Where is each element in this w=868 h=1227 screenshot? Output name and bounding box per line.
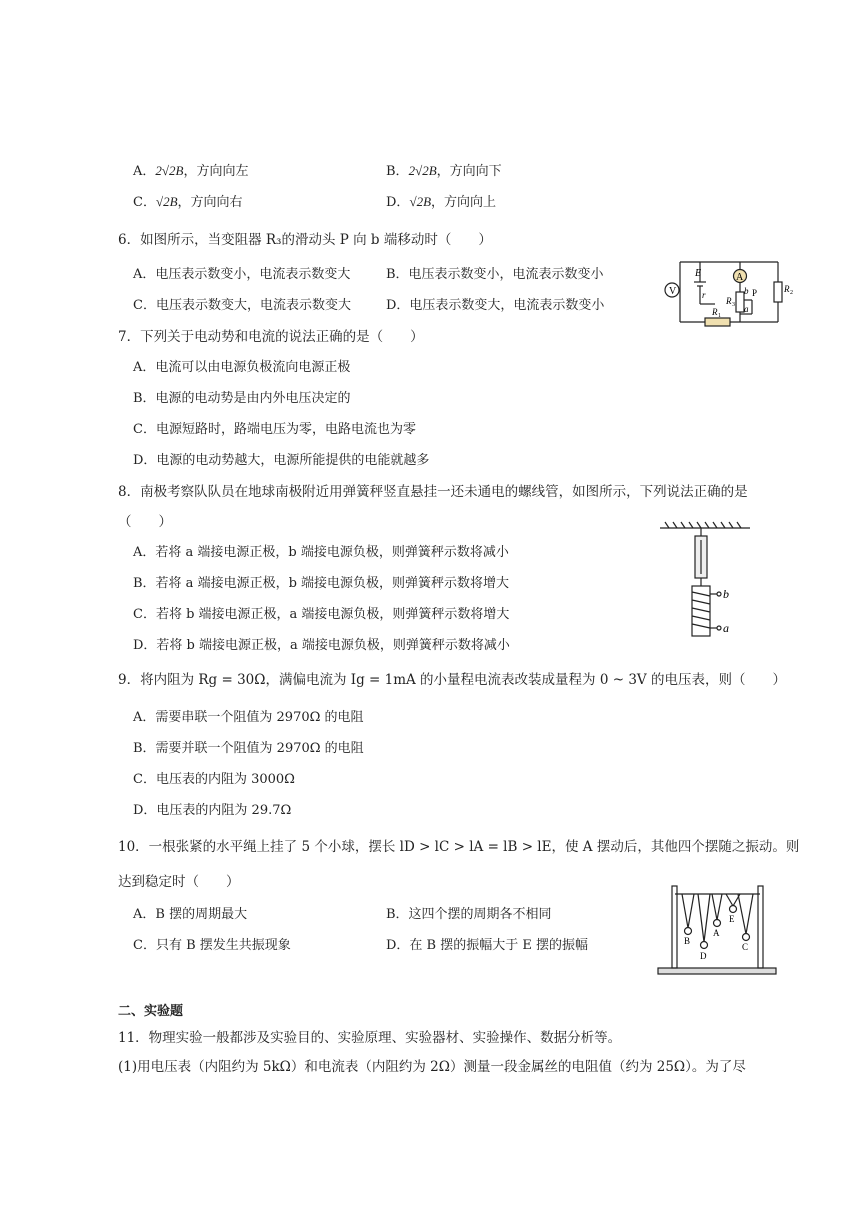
q5-option-d: D．√2B，方向向上 <box>386 194 497 210</box>
r3-label: R <box>726 296 732 306</box>
q9-option-c: C．电压表的内阻为 3000Ω <box>133 772 295 787</box>
voltmeter-label: V <box>669 286 677 297</box>
q9-option-b: B．需要并联一个阻值为 2970Ω 的电阻 <box>133 741 364 756</box>
q5-option-c-expr: √2B <box>155 194 178 209</box>
slider-a-label: a <box>744 304 749 314</box>
q6-stem: 6．如图所示，当变阻器 R₃的滑动头 P 向 b 端移动时（ ） <box>118 232 492 248</box>
q8-option-c: C．若将 b 端接电源正极，a 端接电源负极，则弹簧秤示数将增大 <box>133 607 510 622</box>
q10-option-a: A．B 摆的周期最大 <box>133 907 248 922</box>
pendulum-d-label: D <box>700 951 707 961</box>
q8-solenoid-diagram <box>655 518 755 643</box>
q8-option-a: A．若将 a 端接电源正极，b 端接电源负极，则弹簧秤示数将减小 <box>133 545 509 560</box>
q5-option-c: C．√2B，方向向右 <box>133 194 243 210</box>
q5-option-a-expr: 2√2B <box>155 163 184 178</box>
q11-part1: (1)用电压表（内阻约为 5kΩ）和电流表（内阻约为 2Ω）测量一段金属丝的电阻值（约为 25Ω）。为了尽 <box>118 1059 746 1075</box>
slider-b-label: b <box>744 286 749 296</box>
q5-option-b-expr: 2√2B <box>408 163 437 178</box>
q10-stem: 10．一根张紧的水平绳上挂了 5 个小球，摆长 lD > lC > lA = lB > lE，使 A 摆动后，其他四个摆随之振动。则 <box>118 839 800 855</box>
r3-sub: 3 <box>732 302 735 308</box>
pendulum-a-label: A <box>713 928 720 938</box>
q11-stem: 11．物理实验一般都涉及实验目的、实验原理、实验器材、实验操作、数据分析等。 <box>118 1030 622 1046</box>
q7-option-a: A．电流可以由电源负极流向电源正极 <box>133 360 351 375</box>
r1-sub: 1 <box>718 313 721 319</box>
pendulum-c-label: C <box>742 942 749 952</box>
q6-circuit-diagram <box>660 252 800 332</box>
section-title-experiments: 二、实验题 <box>118 1004 184 1019</box>
q5-option-d-expr: √2B <box>409 194 432 209</box>
slider-p-label: P <box>752 288 758 298</box>
q7-option-c: C．电源短路时，路端电压为零，电路电流也为零 <box>133 422 416 437</box>
q6-option-a: A．电压表示数变小，电流表示数变大 <box>133 267 351 282</box>
q5-option-b: B．2√2B，方向向下 <box>386 163 502 179</box>
ammeter-label: A <box>736 272 744 283</box>
q9-option-d: D．电压表的内阻为 29.7Ω <box>133 803 292 818</box>
r2-label: R <box>784 284 790 294</box>
emf-label: E <box>695 268 702 279</box>
q10-option-d: D．在 B 摆的振幅大于 E 摆的振幅 <box>386 938 588 953</box>
internal-r-label: r <box>702 290 706 300</box>
q10-pendulum-diagram <box>656 882 778 978</box>
q8-option-d: D．若将 b 端接电源正极，a 端接电源负极，则弹簧秤示数将减小 <box>133 638 510 653</box>
q8-stem-bracket: （ ） <box>118 514 172 530</box>
r1-label: R <box>712 307 718 317</box>
pendulum-e-label: E <box>729 914 735 924</box>
q6-option-c: C．电压表示数变大，电流表示数变大 <box>133 298 351 313</box>
q8-stem: 8．南极考察队队员在地球南极附近用弹簧秤竖直悬挂一还未通电的螺线管，如图所示，下列说法正确的是 <box>118 484 748 500</box>
q6-option-d: D．电压表示数变大，电流表示数变小 <box>386 298 605 313</box>
r2-sub: 2 <box>790 290 793 296</box>
q9-stem: 9．将内阻为 Rg = 30Ω，满偏电流为 Ig = 1mA 的小量程电流表改装成量程为 0 ~ 3V 的电压表，则（ ） <box>118 672 786 688</box>
q10-option-c: C．只有 B 摆发生共振现象 <box>133 938 291 953</box>
q7-stem: 7．下列关于电动势和电流的说法正确的是（ ） <box>118 329 424 345</box>
q7-option-b: B．电源的电动势是由内外电压决定的 <box>133 391 351 406</box>
q6-option-b: B．电压表示数变小，电流表示数变小 <box>386 267 604 282</box>
q5-option-a: A．2√2B，方向向左 <box>133 163 249 179</box>
pendulum-b-label: B <box>684 936 691 946</box>
q7-option-d: D．电源的电动势越大，电源所能提供的电能就越多 <box>133 453 430 468</box>
q10-option-b: B．这四个摆的周期各不相同 <box>386 907 552 922</box>
q10-stem-continued: 达到稳定时（ ） <box>118 874 240 890</box>
q9-option-a: A．需要串联一个阻值为 2970Ω 的电阻 <box>133 710 364 725</box>
q8-option-b: B．若将 a 端接电源正极，b 端接电源负极，则弹簧秤示数将增大 <box>133 576 510 591</box>
solenoid-terminal-b: b <box>723 587 729 601</box>
solenoid-terminal-a: a <box>723 621 729 635</box>
